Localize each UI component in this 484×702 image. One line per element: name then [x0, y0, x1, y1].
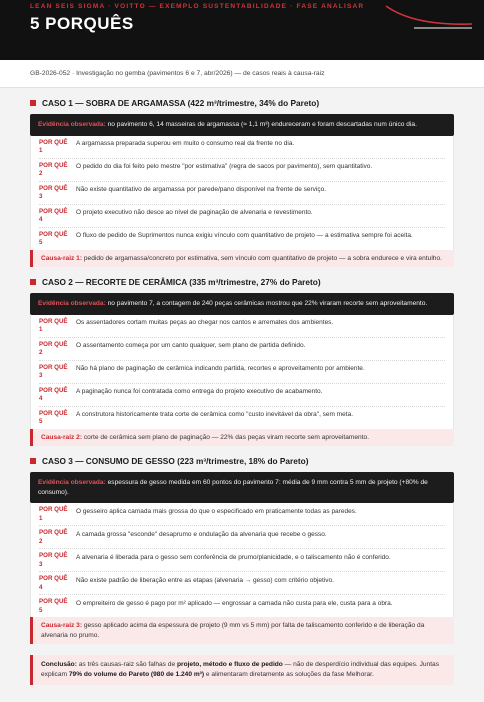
why-text: O assentamento começa por um canto qualquer, sem plano de partida definido. — [76, 342, 306, 349]
why-row — [39, 315, 445, 338]
why-label: POR QUÊ — [39, 575, 68, 582]
why-row — [39, 407, 445, 429]
evidence-label: Evidência observada: — [38, 300, 106, 307]
square-bullet-icon — [30, 279, 36, 285]
why-label: POR QUÊ — [39, 598, 68, 605]
case-title-text: CASO 2 — RECORTE DE CERÂMICA (335 m³/trimestre, 27% do Pareto) — [42, 277, 321, 287]
why-row — [39, 572, 445, 595]
why-text: O fluxo de pedido de Suprimentos nunca exigiu vínculo com quantitativo de projeto — a estimativa sempre foi aceita. — [76, 232, 413, 239]
why-number: 4 — [39, 395, 43, 402]
why-tag — [39, 387, 76, 404]
root-cause-label: Causa-raiz 3: — [41, 622, 83, 629]
why-number: 5 — [39, 606, 43, 614]
why-text: A paginação nunca foi contratada como entrega do projeto executivo de acabamento. — [76, 388, 323, 395]
case-section — [30, 275, 454, 446]
why-text: A camada grossa "esconde" desaprumo e ondulação da alvenaria que recebe o gesso. — [76, 530, 327, 538]
why-tag — [39, 185, 76, 202]
evidence-text: espessura de gesso medida em 60 pontos do pavimento 7: média de 9 mm contra 5 mm de projeto (+80% de consumo). — [38, 479, 428, 496]
why-label: POR QUÊ — [39, 161, 68, 169]
evidence-text: no pavimento 7, a contagem de 240 peças cerâmicas mostrou que 22% viraram recorte sem aproveitamento. — [105, 300, 428, 307]
why-tag — [39, 575, 76, 592]
case-title — [30, 454, 454, 468]
conclusion-text-3: e alimentaram diretamente as soluções da fase Melhorar. — [204, 671, 374, 678]
whys-list — [30, 136, 454, 250]
swoosh-decoration-icon — [384, 4, 474, 30]
why-number: 1 — [39, 514, 43, 522]
conclusion-box — [30, 655, 454, 685]
why-text: Não existe quantitativo de argamassa por parede/pano disponível na frente de serviço. — [76, 186, 327, 193]
evidence-label: Evidência observada: — [38, 121, 106, 128]
header-eyebrow: LEAN SEIS SIGMA · VOITTO — EXEMPLO SUSTENTABILIDADE · FASE ANALISAR — [30, 3, 365, 10]
why-tag — [39, 208, 76, 225]
why-tag — [39, 364, 76, 381]
why-tag — [39, 318, 76, 335]
page-header — [0, 0, 484, 60]
why-row — [39, 361, 445, 384]
why-tag — [39, 598, 76, 615]
why-label: POR QUÊ — [39, 386, 68, 394]
evidence-label: Evidência observada: — [38, 479, 106, 486]
why-label: POR QUÊ — [39, 529, 68, 536]
why-row — [39, 182, 445, 205]
why-text: O pedido do dia foi feito pelo mestre "por estimativa" (regra de sacos por pavimento), sem quantitativo. — [76, 163, 373, 170]
why-row — [39, 526, 445, 549]
why-text: O empreiteiro de gesso é pago por m² aplicado — engrossar a camada não custa para ele, custa para a obra. — [76, 599, 393, 607]
evidence-box — [30, 293, 454, 315]
why-text: O gesseiro aplica camada mais grossa do que o especificado em praticamente todas as paredes. — [76, 507, 357, 515]
root-cause-label: Causa-raiz 2: — [41, 433, 83, 441]
why-row — [39, 384, 445, 407]
root-cause-label: Causa-raiz 1: — [41, 254, 83, 262]
case-title — [30, 96, 454, 110]
why-number: 2 — [39, 170, 43, 177]
why-tag — [39, 162, 76, 179]
conclusion-bold-2: 79% do volume do Pareto (980 de 1.240 m³) — [68, 671, 205, 678]
square-bullet-icon — [30, 458, 36, 464]
why-row — [39, 205, 445, 228]
cases-container — [0, 96, 484, 644]
square-bullet-icon — [30, 100, 36, 106]
conclusion-text-2: — não de desperdício individual das equipes. Juntas explicam — [41, 661, 439, 678]
evidence-text: no pavimento 6, 14 masseiras de argamassa (≈ 1,1 m³) endureceram e foram descartadas num único dia. — [105, 121, 417, 128]
why-label: POR QUÊ — [39, 340, 68, 348]
why-number: 1 — [39, 147, 43, 154]
why-tag — [39, 410, 76, 427]
root-cause-box — [30, 250, 454, 268]
why-number: 5 — [39, 418, 43, 425]
root-cause-text: pedido de argamassa/concreto por estimativa, sem vínculo com quantitativo de projeto — a sobra endurece e vira entulho. — [82, 254, 442, 262]
page-title: 5 PORQUÊS — [30, 14, 134, 33]
why-tag — [39, 139, 76, 156]
why-number: 3 — [39, 193, 43, 200]
why-tag — [39, 506, 76, 523]
why-tag — [39, 341, 76, 358]
why-label: POR QUÊ — [39, 409, 68, 417]
case-title-text: CASO 3 — CONSUMO DE GESSO (223 m³/trimestre, 18% do Pareto) — [42, 456, 309, 466]
why-row — [39, 159, 445, 182]
why-number: 4 — [39, 216, 43, 223]
why-text: Não existe padrão de liberação entre as etapas (alvenaria → gesso) com critério objetivo. — [76, 576, 334, 584]
why-row — [39, 503, 445, 526]
case-title — [30, 275, 454, 289]
why-label: POR QUÊ — [39, 184, 68, 192]
why-text: Não há plano de paginação de cerâmica indicando partida, recortes e aproveitamento por ambiente. — [76, 365, 365, 372]
case-section — [30, 96, 454, 267]
case-title-text: CASO 1 — SOBRA DE ARGAMASSA (422 m³/trimestre, 34% do Pareto) — [42, 98, 320, 108]
whys-list — [30, 503, 454, 617]
why-label: POR QUÊ — [39, 317, 68, 325]
why-label: POR QUÊ — [39, 138, 68, 146]
evidence-box — [30, 472, 454, 503]
root-cause-text: gesso aplicado acima da espessura de projeto (9 mm vs 5 mm) por falta de taliscamento conferido e de liberação da alvenaria no prumo. — [41, 622, 425, 639]
why-label: POR QUÊ — [39, 230, 68, 238]
why-tag — [39, 231, 76, 248]
why-label: POR QUÊ — [39, 363, 68, 371]
why-row — [39, 338, 445, 361]
root-cause-text: corte de cerâmica sem plano de paginação — 22% das peças viram recorte sem aproveitamento. — [82, 433, 370, 441]
conclusion-bold-1: projeto, método e fluxo de pedido — [176, 661, 283, 668]
whys-list — [30, 315, 454, 429]
why-text: Os assentadores cortam muitas peças ao chegar nos cantos e arremates dos ambientes. — [76, 319, 334, 326]
case-section — [30, 454, 454, 644]
why-text: A alvenaria é liberada para o gesso sem conferência de prumo/planicidade, e o taliscamento não é conferido. — [76, 553, 391, 561]
root-cause-box — [30, 429, 454, 447]
why-row — [39, 549, 445, 572]
why-tag — [39, 529, 76, 546]
why-number: 1 — [39, 326, 43, 333]
why-number: 4 — [39, 583, 43, 591]
conclusion-label: Conclusão: — [41, 661, 77, 668]
why-row — [39, 136, 445, 159]
why-text: A argamassa preparada superou em muito o consumo real da frente no dia. — [76, 140, 295, 147]
why-row — [39, 228, 445, 250]
why-label: POR QUÊ — [39, 506, 68, 513]
why-number: 2 — [39, 349, 43, 356]
why-number: 5 — [39, 239, 43, 246]
why-text: O projeto executivo não desce ao nível de paginação de alvenaria e revestimento. — [76, 209, 313, 216]
why-text: A construtora historicamente trata corte de cerâmica como "custo inevitável da obra", sem meta. — [76, 411, 354, 418]
root-cause-box — [30, 617, 454, 644]
conclusion-text-1: as três causas-raiz são falhas de — [76, 661, 177, 668]
why-number: 3 — [39, 560, 43, 568]
why-row — [39, 595, 445, 617]
why-label: POR QUÊ — [39, 207, 68, 215]
why-label: POR QUÊ — [39, 552, 68, 559]
evidence-box — [30, 114, 454, 136]
why-tag — [39, 552, 76, 569]
why-number: 2 — [39, 537, 43, 545]
why-number: 3 — [39, 372, 43, 379]
page-subtitle: GB-2026-052 · Investigação no gemba (pavimentos 6 e 7, abr/2026) — de casos reais à causa-raiz — [0, 60, 484, 88]
